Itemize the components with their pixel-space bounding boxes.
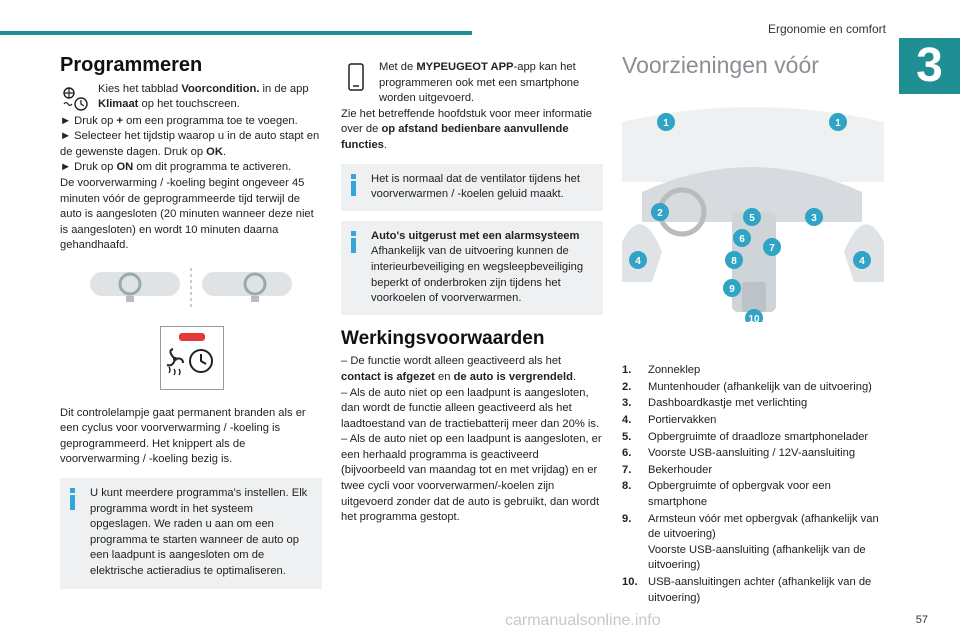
- chapter-number: 3: [899, 38, 960, 94]
- svg-text:9: 9: [729, 283, 735, 295]
- step-1: ► Druk op + om een programma toe te voegen.: [60, 114, 298, 127]
- smartphone-icon: [341, 62, 371, 92]
- svg-text:4: 4: [859, 255, 865, 267]
- list-item: 10. USB-aansluitingen achter (afhankelijk van de uitvoering): [622, 575, 872, 604]
- svg-text:3: 3: [811, 212, 817, 224]
- timing-paragraph: De voorverwarming / -koeling begint ongeveer 45 minuten vóór de geprogrammeerde tijd terwijl de auto is aangesloten (20 minuten wanneer deze niet is aangesloten) en wordt 10 minuten daarna gehandhaafd.: [60, 176, 314, 252]
- svg-text:6: 6: [739, 233, 745, 245]
- info-box-fan-noise: Het is normaal dat de ventilator tijdens het voorverwarmen / -koelen geluid maakt.: [341, 164, 603, 211]
- section-title-programmeren: Programmeren: [60, 54, 203, 76]
- conditions-list: [341, 354, 603, 526]
- left-column: [60, 54, 322, 589]
- page-number: 57: [915, 614, 928, 626]
- fan-clock-icon: [161, 345, 221, 385]
- info-icon: [351, 174, 356, 196]
- condition-item: – Als de auto niet op een laadpunt is aangesloten, dan wordt de functie alleen geactiveerd als het laadtoestand van de tractiebatterij meer dan 20% is.: [341, 386, 600, 430]
- list-item: 9. Armsteun vóór met opbergvak (afhankelijk van de uitvoering) Voorste USB-aansluiting (afhankelijk van de uitvoering): [622, 512, 879, 572]
- section-title-werkingsvoorwaarden: Werkingsvoorwaarden: [341, 327, 545, 349]
- intro-text: Kies het tabblad Voorcondition. in de app Klimaat op het touchscreen.: [98, 82, 309, 111]
- section-header: Ergonomie en comfort: [767, 22, 886, 36]
- red-indicator: [179, 333, 205, 341]
- right-column: [622, 52, 884, 607]
- climate-app-icon: [60, 84, 90, 114]
- svg-text:2: 2: [657, 207, 663, 219]
- condition-item: – De functie wordt alleen geactiveerd als het contact is afgezet en de auto is vergrendeld.: [341, 355, 577, 383]
- svg-text:7: 7: [769, 242, 775, 254]
- list-item: 5. Opbergruimte of draadloze smartphonelader: [622, 430, 869, 443]
- info-box-alarm: Auto's uitgerust met een alarmsysteem Afhankelijk van de uitvoering kunnen de interieurbeveiliging en wegsleepbeveiliging beperkt of onderbroken zijn tijdens het voorkoelen of voorverwarmen.: [341, 221, 603, 315]
- app-note: Met de MYPEUGEOT APP-app kan het programmeren ook met een smartphone worden uitgevoerd.: [341, 60, 603, 107]
- list-item: 2. Muntenhouder (afhankelijk van de uitvoering): [622, 380, 872, 393]
- condition-item: – Als de auto niet op een laadpunt is aangesloten, er een herhaald programma is geactiveerd (bijvoorbeeld van maandag tot en met vrijdag) en er twee cycli voor voorverwarmen/-koelen zijn uitgevoerd zonder dat de auto is gebruikt, dan wordt het programma gestopt.: [341, 433, 602, 524]
- watermark: carmanualsonline.info: [505, 612, 661, 629]
- svg-text:1: 1: [663, 117, 669, 129]
- list-item: 4. Portiervakken: [622, 413, 717, 426]
- section-title-voorzieningen: Voorzieningen vóór: [622, 52, 819, 78]
- middle-column: [341, 60, 603, 526]
- info-icon: [351, 231, 356, 253]
- list-item: 8. Opbergruimte of opbergvak voor een smartphone: [622, 480, 831, 508]
- svg-text:1: 1: [835, 117, 841, 129]
- chapter-reference: Zie het betreffende hoofdstuk voor meer informatie over de op afstand bedienbare aanvullende functies.: [341, 107, 593, 151]
- preconditioning-warning-lamp: [160, 326, 224, 390]
- header-accent-bar: [0, 31, 472, 35]
- equipment-list: [622, 363, 884, 606]
- list-item: 3. Dashboardkastje met verlichting: [622, 397, 808, 410]
- dashboard-illustration: [622, 82, 884, 322]
- svg-text:5: 5: [749, 212, 755, 224]
- info-icon: [70, 488, 75, 510]
- svg-text:8: 8: [731, 255, 737, 267]
- steering-wheel-indicator-illustration: [60, 264, 322, 312]
- svg-text:4: 4: [635, 255, 641, 267]
- intro-block: [60, 82, 322, 113]
- info-box-programs: U kunt meerdere programma's instellen. Elk programma wordt in het systeem opgeslagen. We raden u aan om een programma te starten wanneer de auto op een laadpunt is aangesloten om de elektrische actieradius te optimaliseren.: [60, 478, 322, 590]
- step-2: ► Selecteer het tijdstip waarop u in de auto stapt en de gewenste dagen. Druk op OK.: [60, 130, 320, 158]
- svg-text:10: 10: [748, 313, 760, 322]
- list-item: 1. Zonneklep: [622, 364, 701, 377]
- step-3: ► Druk op ON om dit programma te activeren.: [60, 161, 292, 174]
- list-item: 6. Voorste USB-aansluiting / 12V-aansluiting: [622, 447, 856, 460]
- warning-lamp-paragraph: Dit controlelampje gaat permanent branden als er een cyclus voor voorverwarming / -koeling is geprogrammeerd. Het knippert als de voorverwarming / -koeling bezig is.: [60, 406, 306, 466]
- list-item: 7. Bekerhouder: [622, 463, 713, 476]
